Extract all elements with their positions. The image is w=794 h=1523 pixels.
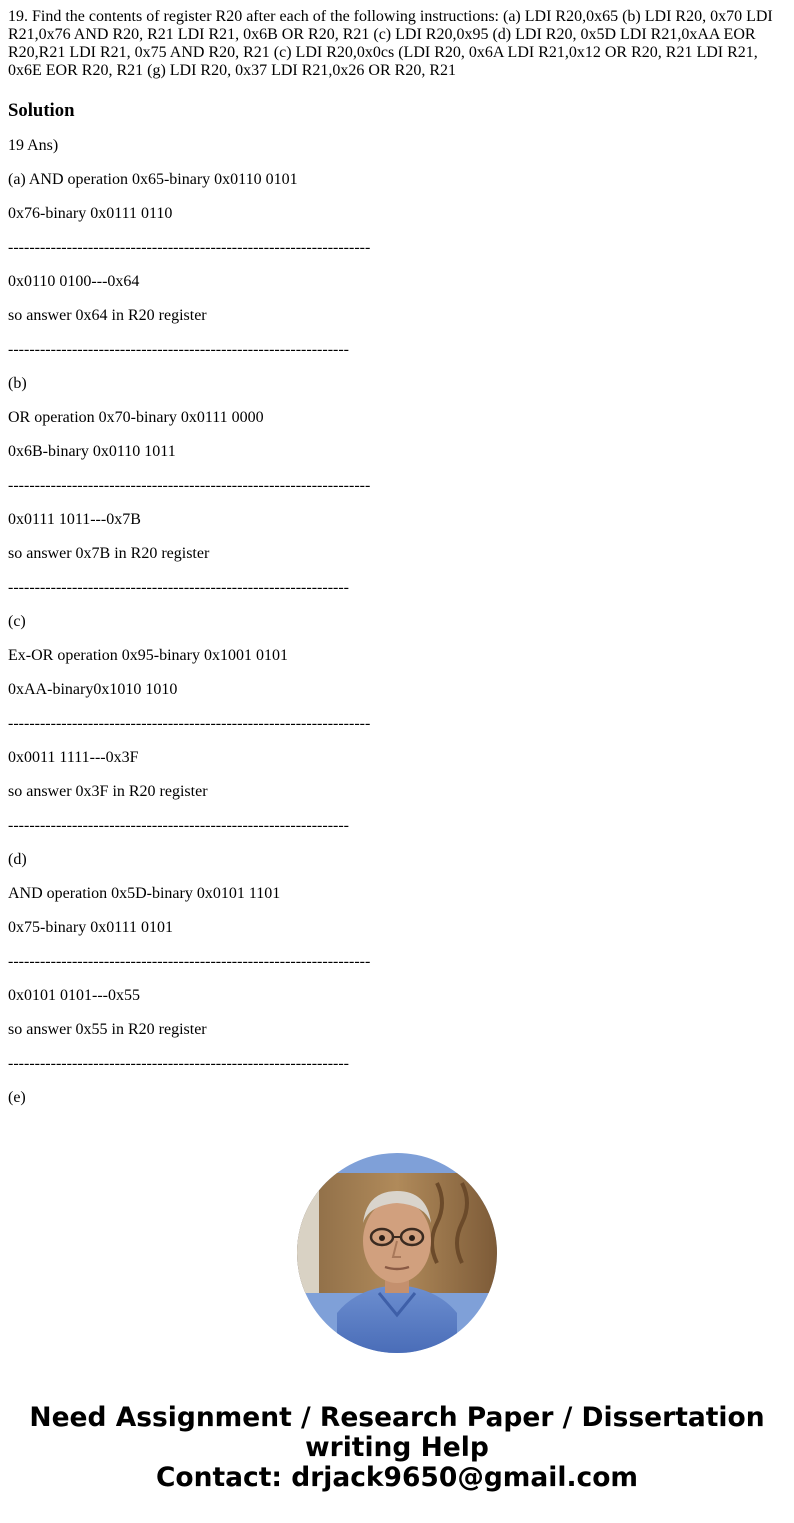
solution-line: so answer 0x64 in R20 register xyxy=(8,307,207,324)
separator-line: ---------------------------------------------------------------- xyxy=(8,817,349,834)
promo-line-2: writing Help xyxy=(305,1432,489,1463)
separator-line: -------------------------------------------------------------------- xyxy=(8,239,371,256)
solution-line: (d) xyxy=(8,851,27,868)
promo-banner xyxy=(0,1403,794,1493)
solution-line: 19 Ans) xyxy=(8,137,59,154)
solution-line: 0x0111 1011---0x7B xyxy=(8,511,141,528)
solution-line: so answer 0x7B in R20 register xyxy=(8,545,210,562)
separator-line: -------------------------------------------------------------------- xyxy=(8,715,371,732)
solution-line: 0xAA-binary0x1010 1010 xyxy=(8,681,178,698)
promo-contact: Contact: drjack9650@gmail.com xyxy=(155,1462,639,1493)
solution-lines xyxy=(8,137,786,1107)
solution-heading: Solution xyxy=(8,100,75,121)
solution-line: Ex-OR operation 0x95-binary 0x1001 0101 xyxy=(8,647,288,664)
solution-line: 0x76-binary 0x0111 0110 xyxy=(8,205,173,222)
author-photo xyxy=(297,1153,497,1353)
solution-line: so answer 0x3F in R20 register xyxy=(8,783,208,800)
separator-line: -------------------------------------------------------------------- xyxy=(8,477,371,494)
solution-line: 0x0101 0101---0x55 xyxy=(8,987,140,1004)
separator-line: ---------------------------------------------------------------- xyxy=(8,1055,349,1072)
solution-line: (e) xyxy=(8,1089,26,1106)
solution-line: (b) xyxy=(8,375,27,392)
solution-line: (a) AND operation 0x65-binary 0x0110 0101 xyxy=(8,171,298,188)
promo-line-1: Need Assignment / Research Paper / Dissertation xyxy=(29,1402,765,1433)
solution-line: 0x75-binary 0x0111 0101 xyxy=(8,919,174,936)
solution-line: 0x0011 1111---0x3F xyxy=(8,749,139,766)
solution-line: (c) xyxy=(8,613,26,630)
question-text: 19. Find the contents of register R20 after each of the following instructions: (a) LDI R20,0x65 (b) LDI R20, 0x70 LDI R21,0x76 AND R20, R21 LDI R21, 0x6B OR R20, R21 (c) LDI R20,0x95 (d) LDI R20, 0x5D LDI R21,0xAA EOR R20,R21 LDI R21, 0x75 AND R20, R21 (c) LDI R20,0x0cs (LDI R20, 0x6A LDI R21,0x12 OR R20, R21 LDI R21, 0x6E EOR R20, R21 (g) LDI R20, 0x37 LDI R21,0x26 OR R20, R21 xyxy=(8,8,773,79)
separator-line: -------------------------------------------------------------------- xyxy=(8,953,371,970)
solution-line: 0x6B-binary 0x0110 1011 xyxy=(8,443,176,460)
solution-line: OR operation 0x70-binary 0x0111 0000 xyxy=(8,409,264,426)
separator-line: ---------------------------------------------------------------- xyxy=(8,341,349,358)
solution-line: so answer 0x55 in R20 register xyxy=(8,1021,207,1038)
separator-line: ---------------------------------------------------------------- xyxy=(8,579,349,596)
solution-line: 0x0110 0100---0x64 xyxy=(8,273,140,290)
solution-line: AND operation 0x5D-binary 0x0101 1101 xyxy=(8,885,281,902)
document-body xyxy=(8,8,786,1123)
